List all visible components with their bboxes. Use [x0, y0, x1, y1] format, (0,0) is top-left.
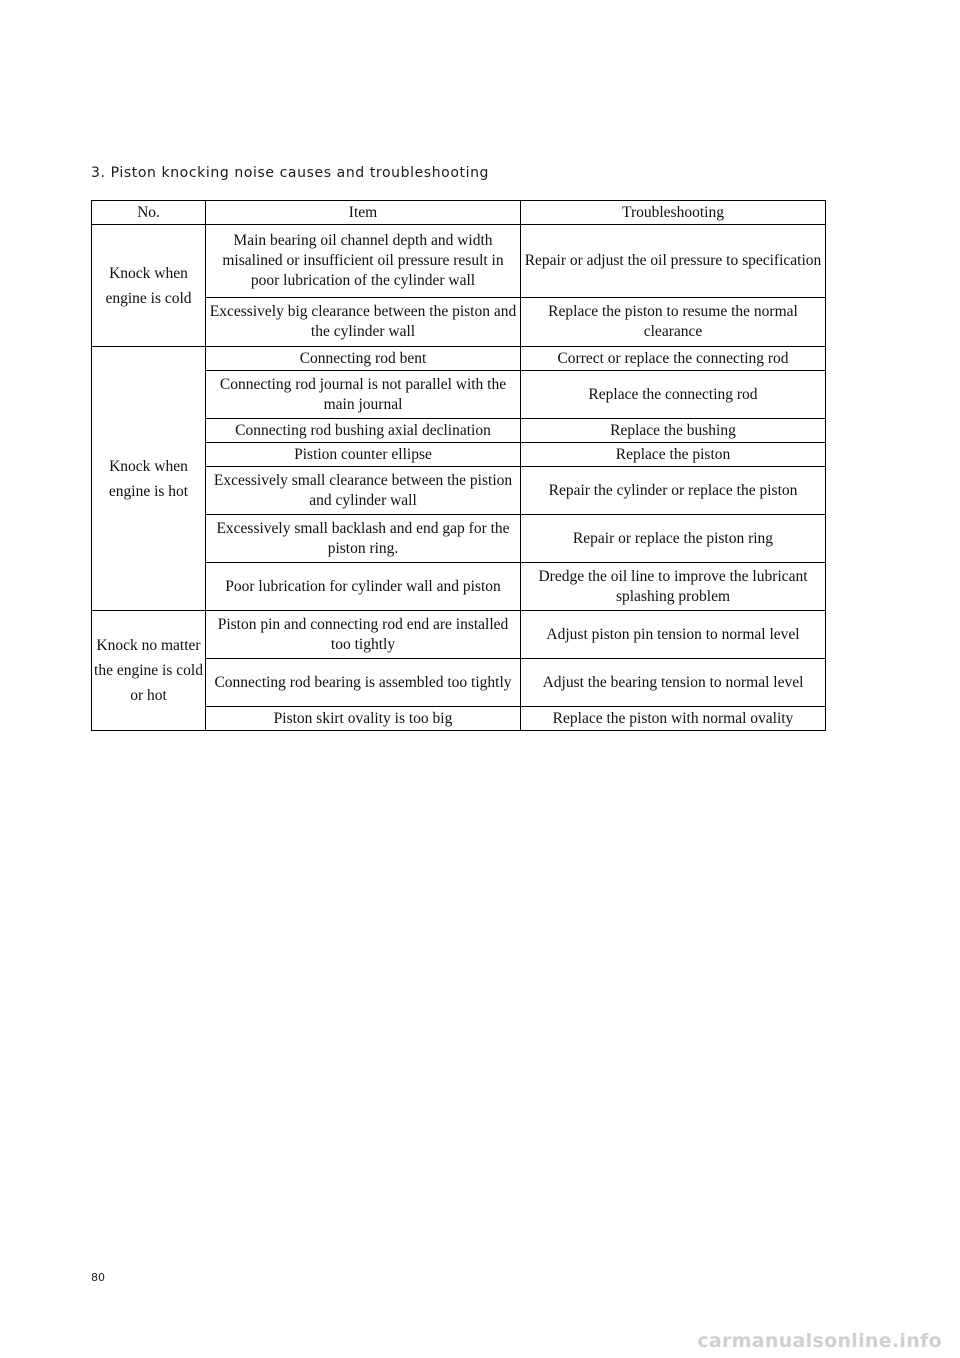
header-item: Item: [206, 201, 521, 225]
troubleshooting-cell: Repair or replace the piston ring: [521, 515, 826, 563]
table-header-row: [92, 201, 826, 225]
troubleshooting-cell: Replace the bushing: [521, 419, 826, 443]
troubleshooting-table: [91, 200, 826, 731]
item-cell: Connecting rod bent: [206, 347, 521, 371]
troubleshooting-cell: Repair the cylinder or replace the piston: [521, 467, 826, 515]
troubleshooting-cell: Replace the piston: [521, 443, 826, 467]
item-cell: Excessively small clearance between the pistion and cylinder wall: [206, 467, 521, 515]
table-row: [92, 225, 826, 298]
group-label-cold: Knock when engine is cold: [92, 225, 206, 347]
item-cell: Excessively small backlash and end gap for the piston ring.: [206, 515, 521, 563]
item-cell: Poor lubrication for cylinder wall and piston: [206, 563, 521, 611]
item-cell: Main bearing oil channel depth and width misalined or insufficient oil pressure result in poor lubrication of the cylinder wall: [206, 225, 521, 298]
group-label-any: Knock no matter the engine is cold or hot: [92, 611, 206, 731]
troubleshooting-cell: Adjust the bearing tension to normal level: [521, 659, 826, 707]
item-cell: Piston skirt ovality is too big: [206, 707, 521, 731]
troubleshooting-cell: Repair or adjust the oil pressure to specification: [521, 225, 826, 298]
table-row: [92, 611, 826, 659]
watermark: carmanualsonline.info: [697, 1330, 942, 1352]
header-no: No.: [92, 201, 206, 225]
troubleshooting-cell: Replace the connecting rod: [521, 371, 826, 419]
page-number: 80: [91, 1271, 105, 1284]
table-row: [92, 347, 826, 371]
section-heading: 3. Piston knocking noise causes and troubleshooting: [91, 165, 490, 181]
item-cell: Excessively big clearance between the piston and the cylinder wall: [206, 298, 521, 347]
troubleshooting-cell: Replace the piston to resume the normal clearance: [521, 298, 826, 347]
header-troubleshooting: Troubleshooting: [521, 201, 826, 225]
item-cell: Pistion counter ellipse: [206, 443, 521, 467]
troubleshooting-cell: Correct or replace the connecting rod: [521, 347, 826, 371]
group-label-hot: Knock when engine is hot: [92, 347, 206, 611]
item-cell: Connecting rod bushing axial declination: [206, 419, 521, 443]
troubleshooting-cell: Replace the piston with normal ovality: [521, 707, 826, 731]
troubleshooting-cell: Adjust piston pin tension to normal level: [521, 611, 826, 659]
troubleshooting-cell: Dredge the oil line to improve the lubricant splashing problem: [521, 563, 826, 611]
item-cell: Connecting rod journal is not parallel with the main journal: [206, 371, 521, 419]
item-cell: Connecting rod bearing is assembled too tightly: [206, 659, 521, 707]
item-cell: Piston pin and connecting rod end are installed too tightly: [206, 611, 521, 659]
